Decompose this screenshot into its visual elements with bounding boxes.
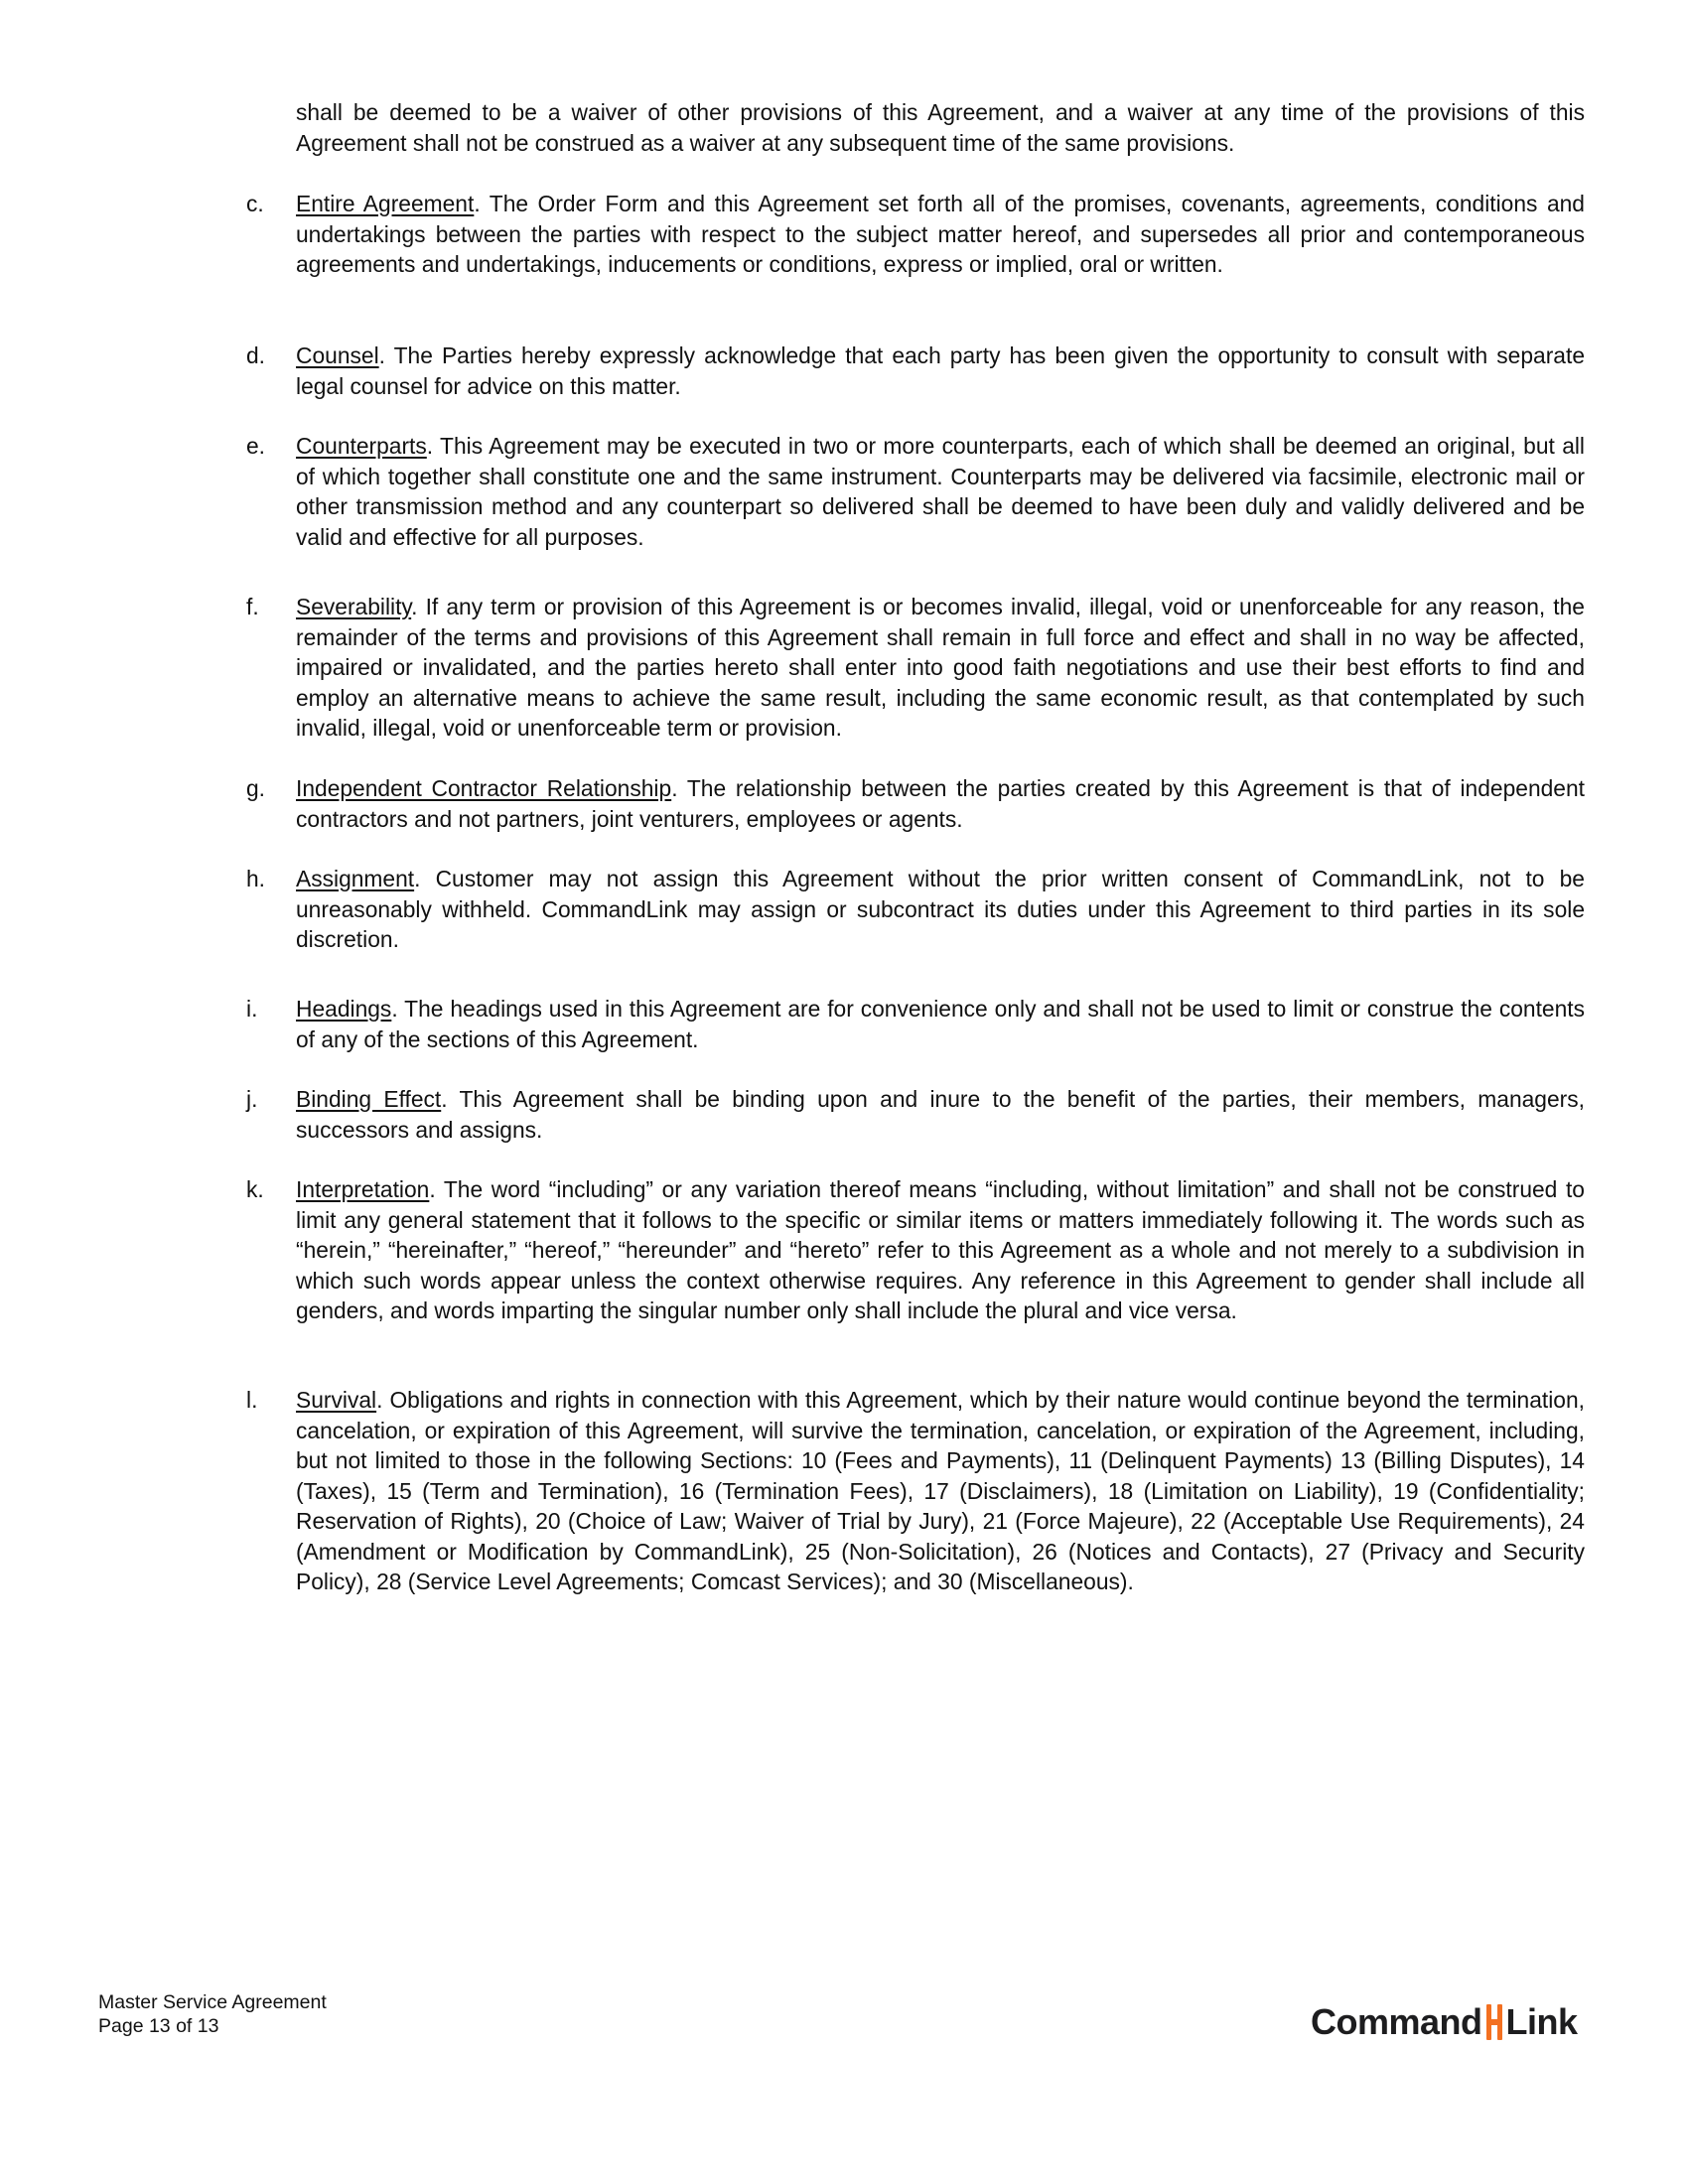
clause-heading: Severability xyxy=(296,594,412,619)
clause-letter: h. xyxy=(246,866,266,891)
clause-text: . Obligations and rights in connection with this Agreement, which by their nature would continue beyond the termination, cancelation, or expiration of this Agreement, will survive the termination, cancelation, or expiration of the Agreement, including, but not limited to those in the following Sections: 10 (Fees and Payments), 11 (Delinquent Payments) 13 (Billing Disputes), 14 (Taxes), 15 (Term and Termination), 16 (Termination Fees), 17 (Disclaimers), 18 (Limitation on Liability), 19 (Confidentiality; Reservation of Rights), 20 (Choice of Law; Waiver of Trial by Jury), 21 (Force Majeure), 22 (Acceptable Use Requirements), 24 (Amendment or Modification by CommandLink), 25 (Non-Solicitation), 26 (Notices and Contacts), 27 (Privacy and Security Policy), 28 (Service Level Agreements; Comcast Services); and 30 (Miscellaneous). xyxy=(296,1387,1585,1594)
clause-text: . The headings used in this Agreement are for convenience only and shall not be used to limit or construe the contents of any of the sections of this Agreement. xyxy=(296,996,1585,1052)
clause-body xyxy=(296,1084,1585,1145)
clause-severability xyxy=(246,592,1585,744)
clause-letter: j. xyxy=(246,1086,258,1112)
clause-body xyxy=(296,592,1585,744)
clause-counterparts xyxy=(246,431,1585,552)
clause-text: . The Order Form and this Agreement set forth all of the promises, covenants, agreements, conditions and undertakings between the parties with respect to the subject matter hereof, and supersedes all prior and contemporaneous agreements and undertakings, inducements or conditions, express or implied, oral or written. xyxy=(296,191,1585,277)
clause-heading: Survival xyxy=(296,1387,377,1413)
clause-binding-effect xyxy=(246,1084,1585,1145)
clause-text: . Customer may not assign this Agreement without the prior written consent of CommandLink, not to be unreasonably withheld. CommandLink may assign or subcontract its duties under this Agreement to third parties in its sole discretion. xyxy=(296,866,1585,952)
clause-text: . The relationship between the parties created by this Agreement is that of independent contractors and not partners, joint venturers, employees or agents. xyxy=(296,775,1585,832)
clause-text: . If any term or provision of this Agreement is or becomes invalid, illegal, void or unenforceable for any reason, the remainder of the terms and provisions of this Agreement shall remain in full force and effect and shall in no way be affected, impaired or invalidated, and the parties hereto shall enter into good faith negotiations and use their best efforts to find and employ an alternative means to achieve the same result, including the same economic result, as that contemplated by such invalid, illegal, void or unenforceable term or provision. xyxy=(296,594,1585,741)
clause-heading: Entire Agreement xyxy=(296,191,475,216)
page-footer xyxy=(98,1990,327,2038)
clause-heading: Counterparts xyxy=(296,433,427,459)
logo-text-link: Link xyxy=(1505,2001,1578,2042)
clause-body xyxy=(296,1385,1585,1597)
clause-body xyxy=(296,773,1585,834)
clause-assignment xyxy=(246,864,1585,955)
clause-heading: Independent Contractor Relationship xyxy=(296,775,672,801)
clause-letter: k. xyxy=(246,1176,264,1202)
clause-body xyxy=(296,864,1585,955)
clause-body xyxy=(296,994,1585,1054)
clause-survival xyxy=(246,1385,1585,1597)
clause-letter: c. xyxy=(246,191,264,216)
clause-heading: Binding Effect xyxy=(296,1086,442,1112)
clause-letter: e. xyxy=(246,433,266,459)
clause-text: . The word “including” or any variation thereof means “including, without limitation” and shall not be construed to limit any general statement that it follows to the specific or similar items or matters immediately following it. The words such as “herein,” “hereinafter,” “hereof,” “hereunder” and “hereto” refer to this Agreement as a whole and not merely to a subdivision in which such words appear unless the context otherwise requires. Any reference in this Agreement to gender shall include all genders, and words imparting the singular number only shall include the plural and vice versa. xyxy=(296,1176,1585,1323)
clause-headings xyxy=(246,994,1585,1054)
clause-heading: Counsel xyxy=(296,342,379,368)
clause-letter: i. xyxy=(246,996,258,1022)
clause-entire-agreement xyxy=(246,189,1585,280)
clause-letter: d. xyxy=(246,342,266,368)
clause-heading: Assignment xyxy=(296,866,415,891)
clause-counsel xyxy=(246,341,1585,401)
clause-text: . This Agreement may be executed in two or more counterparts, each of which shall be deemed an original, but all of which together shall constitute one and the same instrument. Counterparts may be delivered via facsimile, electronic mail or other transmission method and any counterpart so delivered shall be deemed to have been duly and validly delivered and be valid and effective for all purposes. xyxy=(296,433,1585,550)
clause-heading: Interpretation xyxy=(296,1176,430,1202)
clause-body xyxy=(296,189,1585,280)
clause-letter: g. xyxy=(246,775,266,801)
clause-independent-contractor xyxy=(246,773,1585,834)
clause-interpretation xyxy=(246,1174,1585,1326)
commandlink-logo xyxy=(1311,2001,1578,2043)
clause-letter: f. xyxy=(246,594,259,619)
clause-letter: l. xyxy=(246,1387,258,1413)
clause-body xyxy=(296,1174,1585,1326)
clause-heading: Headings xyxy=(296,996,392,1022)
logo-text-command: Command xyxy=(1311,2001,1482,2042)
clause-body xyxy=(296,431,1585,552)
footer-page-number: Page 13 of 13 xyxy=(98,2015,219,2037)
logo-mark-icon xyxy=(1484,2002,1504,2042)
clause-text: . The Parties hereby expressly acknowledge that each party has been given the opportunity to consult with separate legal counsel for advice on this matter. xyxy=(296,342,1585,399)
clause-body xyxy=(296,341,1585,401)
footer-document-title: Master Service Agreement xyxy=(98,1991,327,2013)
clause-text: . This Agreement shall be binding upon and inure to the benefit of the parties, their members, managers, successors and assigns. xyxy=(296,1086,1585,1143)
intro-paragraph: shall be deemed to be a waiver of other provisions of this Agreement, and a waiver at any time of the provisions of this Agreement shall not be construed as a waiver at any subsequent time of the same provisions. xyxy=(296,99,1585,156)
